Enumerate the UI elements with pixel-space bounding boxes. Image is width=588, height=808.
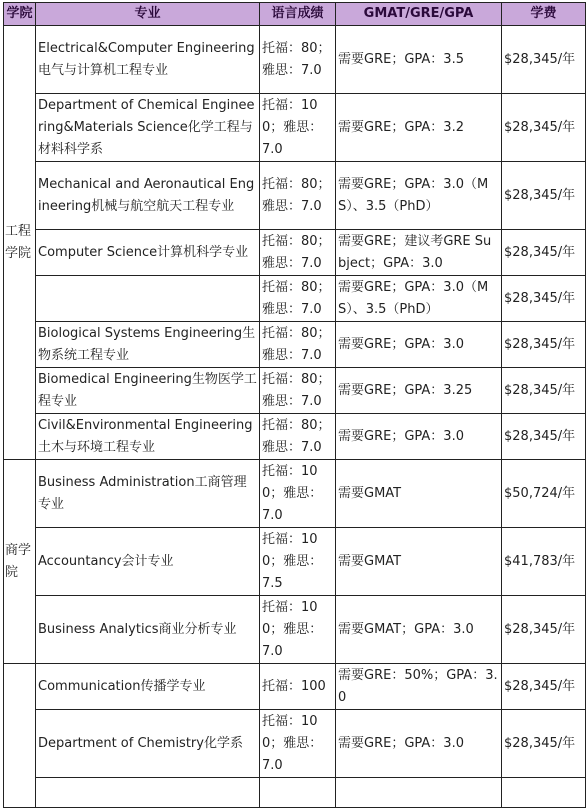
table-row bbox=[4, 322, 586, 368]
language-cell bbox=[260, 778, 336, 808]
school-cell: 工程学院 bbox=[4, 26, 36, 460]
tuition-cell: $28,345/年 bbox=[502, 710, 586, 778]
test-cell: 需要GRE；GPA：3.0（MS）、3.5（PhD） bbox=[336, 162, 502, 230]
test-cell: 需要GRE；GPA：3.5 bbox=[336, 26, 502, 94]
major-cell: Department of Chemical Engineering&Materials Science化学工程与材料科学系 bbox=[36, 94, 260, 162]
test-cell: 需要GRE；GPA：3.2 bbox=[336, 94, 502, 162]
major-cell: Business Analytics商业分析专业 bbox=[36, 596, 260, 664]
language-cell: 托福：80；雅思：7.0 bbox=[260, 322, 336, 368]
language-cell: 托福：100；雅思：7.0 bbox=[260, 596, 336, 664]
table-row bbox=[4, 414, 586, 460]
language-cell: 托福：80；雅思：7.0 bbox=[260, 368, 336, 414]
table-row bbox=[4, 94, 586, 162]
test-cell bbox=[336, 778, 502, 808]
table-row bbox=[4, 528, 586, 596]
major-cell: Business Administration工商管理专业 bbox=[36, 460, 260, 528]
major-cell: Civil&Environmental Engineering土木与环境工程专业 bbox=[36, 414, 260, 460]
major-cell bbox=[36, 778, 260, 808]
language-cell: 托福：100；雅思：7.0 bbox=[260, 460, 336, 528]
tuition-cell: $28,345/年 bbox=[502, 94, 586, 162]
language-cell: 托福：100；雅思：7.0 bbox=[260, 94, 336, 162]
school-cell: 商学院 bbox=[4, 460, 36, 664]
language-cell: 托福：100；雅思：7.0 bbox=[260, 710, 336, 778]
tuition-cell: $28,345/年 bbox=[502, 414, 586, 460]
tuition-cell: $41,783/年 bbox=[502, 528, 586, 596]
test-cell: 需要GRE；GPA：3.25 bbox=[336, 368, 502, 414]
test-cell: 需要GMAT；GPA：3.0 bbox=[336, 596, 502, 664]
test-cell: 需要GRE；GPA：3.0 bbox=[336, 710, 502, 778]
header-row bbox=[4, 3, 586, 26]
test-cell: 需要GMAT bbox=[336, 460, 502, 528]
major-cell: Biomedical Engineering生物医学工程专业 bbox=[36, 368, 260, 414]
major-cell: Biological Systems Engineering生物系统工程专业 bbox=[36, 322, 260, 368]
header-school: 学院 bbox=[4, 3, 36, 26]
test-cell: 需要GRE；GPA：3.0 bbox=[336, 414, 502, 460]
test-cell: 需要GRE；GPA：3.0 bbox=[336, 322, 502, 368]
table-row bbox=[4, 230, 586, 276]
tuition-cell: $28,345/年 bbox=[502, 368, 586, 414]
major-cell: Department of Chemistry化学系 bbox=[36, 710, 260, 778]
test-cell: 需要GMAT bbox=[336, 528, 502, 596]
major-cell: Electrical&Computer Engineering电气与计算机工程专业 bbox=[36, 26, 260, 94]
major-cell: Computer Science计算机科学专业 bbox=[36, 230, 260, 276]
tuition-cell: $28,345/年 bbox=[502, 276, 586, 322]
tuition-cell: $28,345/年 bbox=[502, 230, 586, 276]
table-row bbox=[4, 596, 586, 664]
language-cell: 托福：80；雅思：7.0 bbox=[260, 276, 336, 322]
tuition-cell: $28,345/年 bbox=[502, 26, 586, 94]
major-cell: Accountancy会计专业 bbox=[36, 528, 260, 596]
tuition-cell: $28,345/年 bbox=[502, 162, 586, 230]
test-cell: 需要GRE；GPA：3.0（MS）、3.5（PhD） bbox=[336, 276, 502, 322]
tuition-cell: $28,345/年 bbox=[502, 322, 586, 368]
school-cell bbox=[4, 664, 36, 808]
language-cell: 托福：80；雅思：7.0 bbox=[260, 230, 336, 276]
test-cell: 需要GRE；建议考GRE Subject；GPA：3.0 bbox=[336, 230, 502, 276]
tuition-cell: $50,724/年 bbox=[502, 460, 586, 528]
table-row bbox=[4, 664, 586, 710]
tuition-cell: $28,345/年 bbox=[502, 596, 586, 664]
table-row bbox=[4, 162, 586, 230]
admissions-table bbox=[3, 2, 586, 808]
language-cell: 托福：80；雅思：7.0 bbox=[260, 26, 336, 94]
header-major: 专业 bbox=[36, 3, 260, 26]
language-cell: 托福：100 bbox=[260, 664, 336, 710]
test-cell: 需要GRE：50%；GPA：3.0 bbox=[336, 664, 502, 710]
table-row bbox=[4, 710, 586, 778]
table-row bbox=[4, 26, 586, 94]
table-row bbox=[4, 460, 586, 528]
language-cell: 托福：80；雅思：7.0 bbox=[260, 162, 336, 230]
table-row bbox=[4, 368, 586, 414]
language-cell: 托福：80；雅思：7.0 bbox=[260, 414, 336, 460]
major-cell: Mechanical and Aeronautical Engineering机械与航空航天工程专业 bbox=[36, 162, 260, 230]
header-language: 语言成绩 bbox=[260, 3, 336, 26]
tuition-cell bbox=[502, 778, 586, 808]
table-row bbox=[4, 276, 586, 322]
header-test-requirements: GMAT/GRE/GPA bbox=[336, 3, 502, 26]
major-cell: Communication传播学专业 bbox=[36, 664, 260, 710]
header-tuition: 学费 bbox=[502, 3, 586, 26]
major-cell bbox=[36, 276, 260, 322]
language-cell: 托福：100；雅思：7.5 bbox=[260, 528, 336, 596]
tuition-cell: $28,345/年 bbox=[502, 664, 586, 710]
table-row bbox=[4, 778, 586, 808]
